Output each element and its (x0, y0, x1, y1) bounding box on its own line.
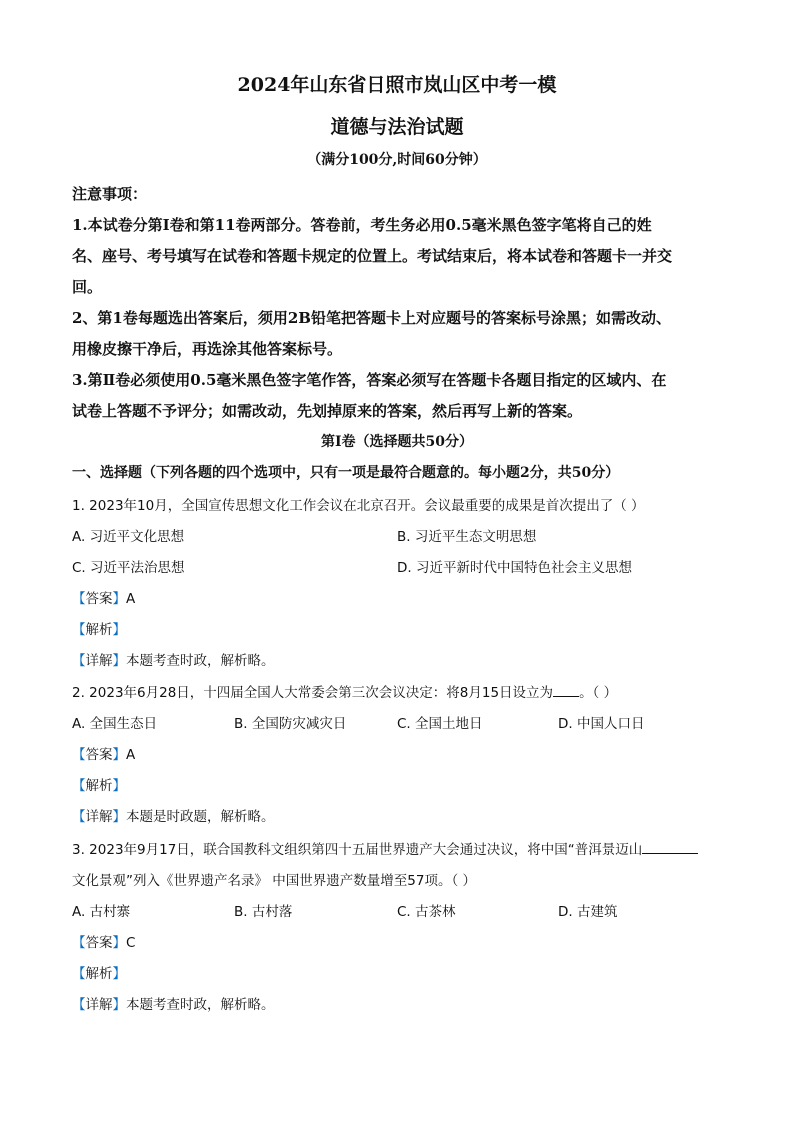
answer-label: 答案 (85, 747, 113, 763)
bracket-open: 【 (72, 591, 86, 607)
option: C. 习近平法治思想 (72, 560, 185, 576)
volume-heading: 第Ⅰ卷（选择题共50分） (320, 434, 474, 450)
bracket-open: 【 (72, 622, 86, 638)
question-stem: 1. 2023年10月，全国宣传思想文化工作会议在北京召开。会议最重要的成果是首次提出了（ ） (72, 498, 645, 514)
notes-line: 1.本试卷分第Ⅰ卷和第11卷两部分。答卷前，考生务必用0.5毫米黑色签字笔将自己的姓 (72, 216, 652, 234)
option: A. 习近平文化思想 (72, 529, 185, 545)
exam-subtitle: 道德与法治试题 (330, 116, 464, 138)
question-stem (72, 681, 617, 701)
stem-part: 3. 2023年9月17日，联合国教科文组织第四十五届世界遗产大会通过决议，将中国“普洱景迈山 (72, 842, 643, 858)
option: B. 全国防灾减灾日 (234, 716, 347, 732)
option: A. 古村寨 (72, 904, 131, 920)
detail-label: 详解 (85, 653, 113, 669)
bracket-close: 】 (112, 997, 126, 1013)
detail-label: 详解 (85, 809, 113, 825)
option: C. 全国土地日 (397, 716, 483, 732)
bracket-close: 】 (112, 809, 126, 825)
option: C. 古茶林 (397, 904, 456, 920)
bracket-open: 【 (72, 809, 86, 825)
bracket-open: 【 (72, 653, 86, 669)
option: D. 中国人口日 (558, 716, 645, 732)
bracket-open: 【 (72, 778, 86, 794)
detail-row (72, 993, 275, 1013)
bracket-close: 】 (112, 778, 126, 794)
notes-line: 试卷上答题不予评分；如需改动，先划掉原来的答案，然后再写上新的答案。 (72, 402, 583, 420)
notes-line: 3.第Ⅱ卷必须使用0.5毫米黑色签字笔作答，答案必须写在答题卡各题目指定的区域内、在 (72, 371, 667, 389)
analysis-row (72, 618, 126, 638)
answer-label: 答案 (85, 591, 113, 607)
detail-text: 本题考查时政，解析略。 (126, 997, 275, 1013)
detail-row (72, 805, 275, 825)
detail-text: 本题考查时政，解析略。 (126, 653, 275, 669)
stem-part: 2. 2023年6月28日，十四届全国人大常委会第三次会议决定：将8月15日设立为 (72, 685, 554, 701)
section-heading: 一、选择题（下列各题的四个选项中，只有一项是最符合题意的。每小题2分，共50分） (72, 465, 620, 481)
detail-label: 详解 (85, 997, 113, 1013)
detail-text: 本题是时政题，解析略。 (126, 809, 275, 825)
answer-value: A (126, 591, 136, 607)
question-stem-cont: 文化景观”列入《世界遗产名录》 中国世界遗产数量增至57项。（ ） (72, 873, 477, 889)
bracket-close: 】 (112, 935, 126, 951)
bracket-close: 】 (112, 966, 126, 982)
detail-row (72, 649, 275, 669)
stem-part: 。（ ） (579, 685, 618, 701)
analysis-label: 解析 (85, 622, 113, 638)
question-stem (72, 838, 698, 858)
analysis-row (72, 774, 126, 794)
option: D. 习近平新时代中国特色社会主义思想 (397, 560, 632, 576)
exam-meta: （满分100分,时间60分钟） (307, 152, 487, 168)
bracket-close: 】 (112, 653, 126, 669)
bracket-open: 【 (72, 966, 86, 982)
answer-row (72, 587, 135, 607)
option: B. 古村落 (234, 904, 293, 920)
notes-line: 回。 (72, 278, 103, 296)
answer-label: 答案 (85, 935, 113, 951)
option: D. 古建筑 (558, 904, 618, 920)
analysis-row (72, 962, 126, 982)
notes-line: 2、第1卷每题选出答案后，须用2B铅笔把答题卡上对应题号的答案标号涂黑；如需改动、 (72, 309, 671, 327)
bracket-open: 【 (72, 747, 86, 763)
answer-blank (642, 839, 698, 854)
answer-row (72, 743, 135, 763)
notes-line: 名、座号、考号填写在试卷和答题卡规定的位置上。考试结束后，将本试卷和答题卡一并交 (72, 247, 673, 265)
notes-line: 用橡皮擦干净后，再选涂其他答案标号。 (72, 340, 343, 358)
answer-value: A (126, 747, 136, 763)
exam-title: 2024年山东省日照市岚山区中考一模 (237, 74, 557, 96)
analysis-label: 解析 (85, 778, 113, 794)
bracket-open: 【 (72, 997, 86, 1013)
bracket-close: 】 (112, 591, 126, 607)
bracket-open: 【 (72, 935, 86, 951)
bracket-close: 】 (112, 622, 126, 638)
notes-heading: 注意事项： (72, 185, 148, 203)
option: A. 全国生态日 (72, 716, 158, 732)
answer-row (72, 931, 135, 951)
answer-value: C (126, 935, 136, 951)
option: B. 习近平生态文明思想 (397, 529, 537, 545)
analysis-label: 解析 (85, 966, 113, 982)
bracket-close: 】 (112, 747, 126, 763)
answer-blank (553, 682, 579, 697)
